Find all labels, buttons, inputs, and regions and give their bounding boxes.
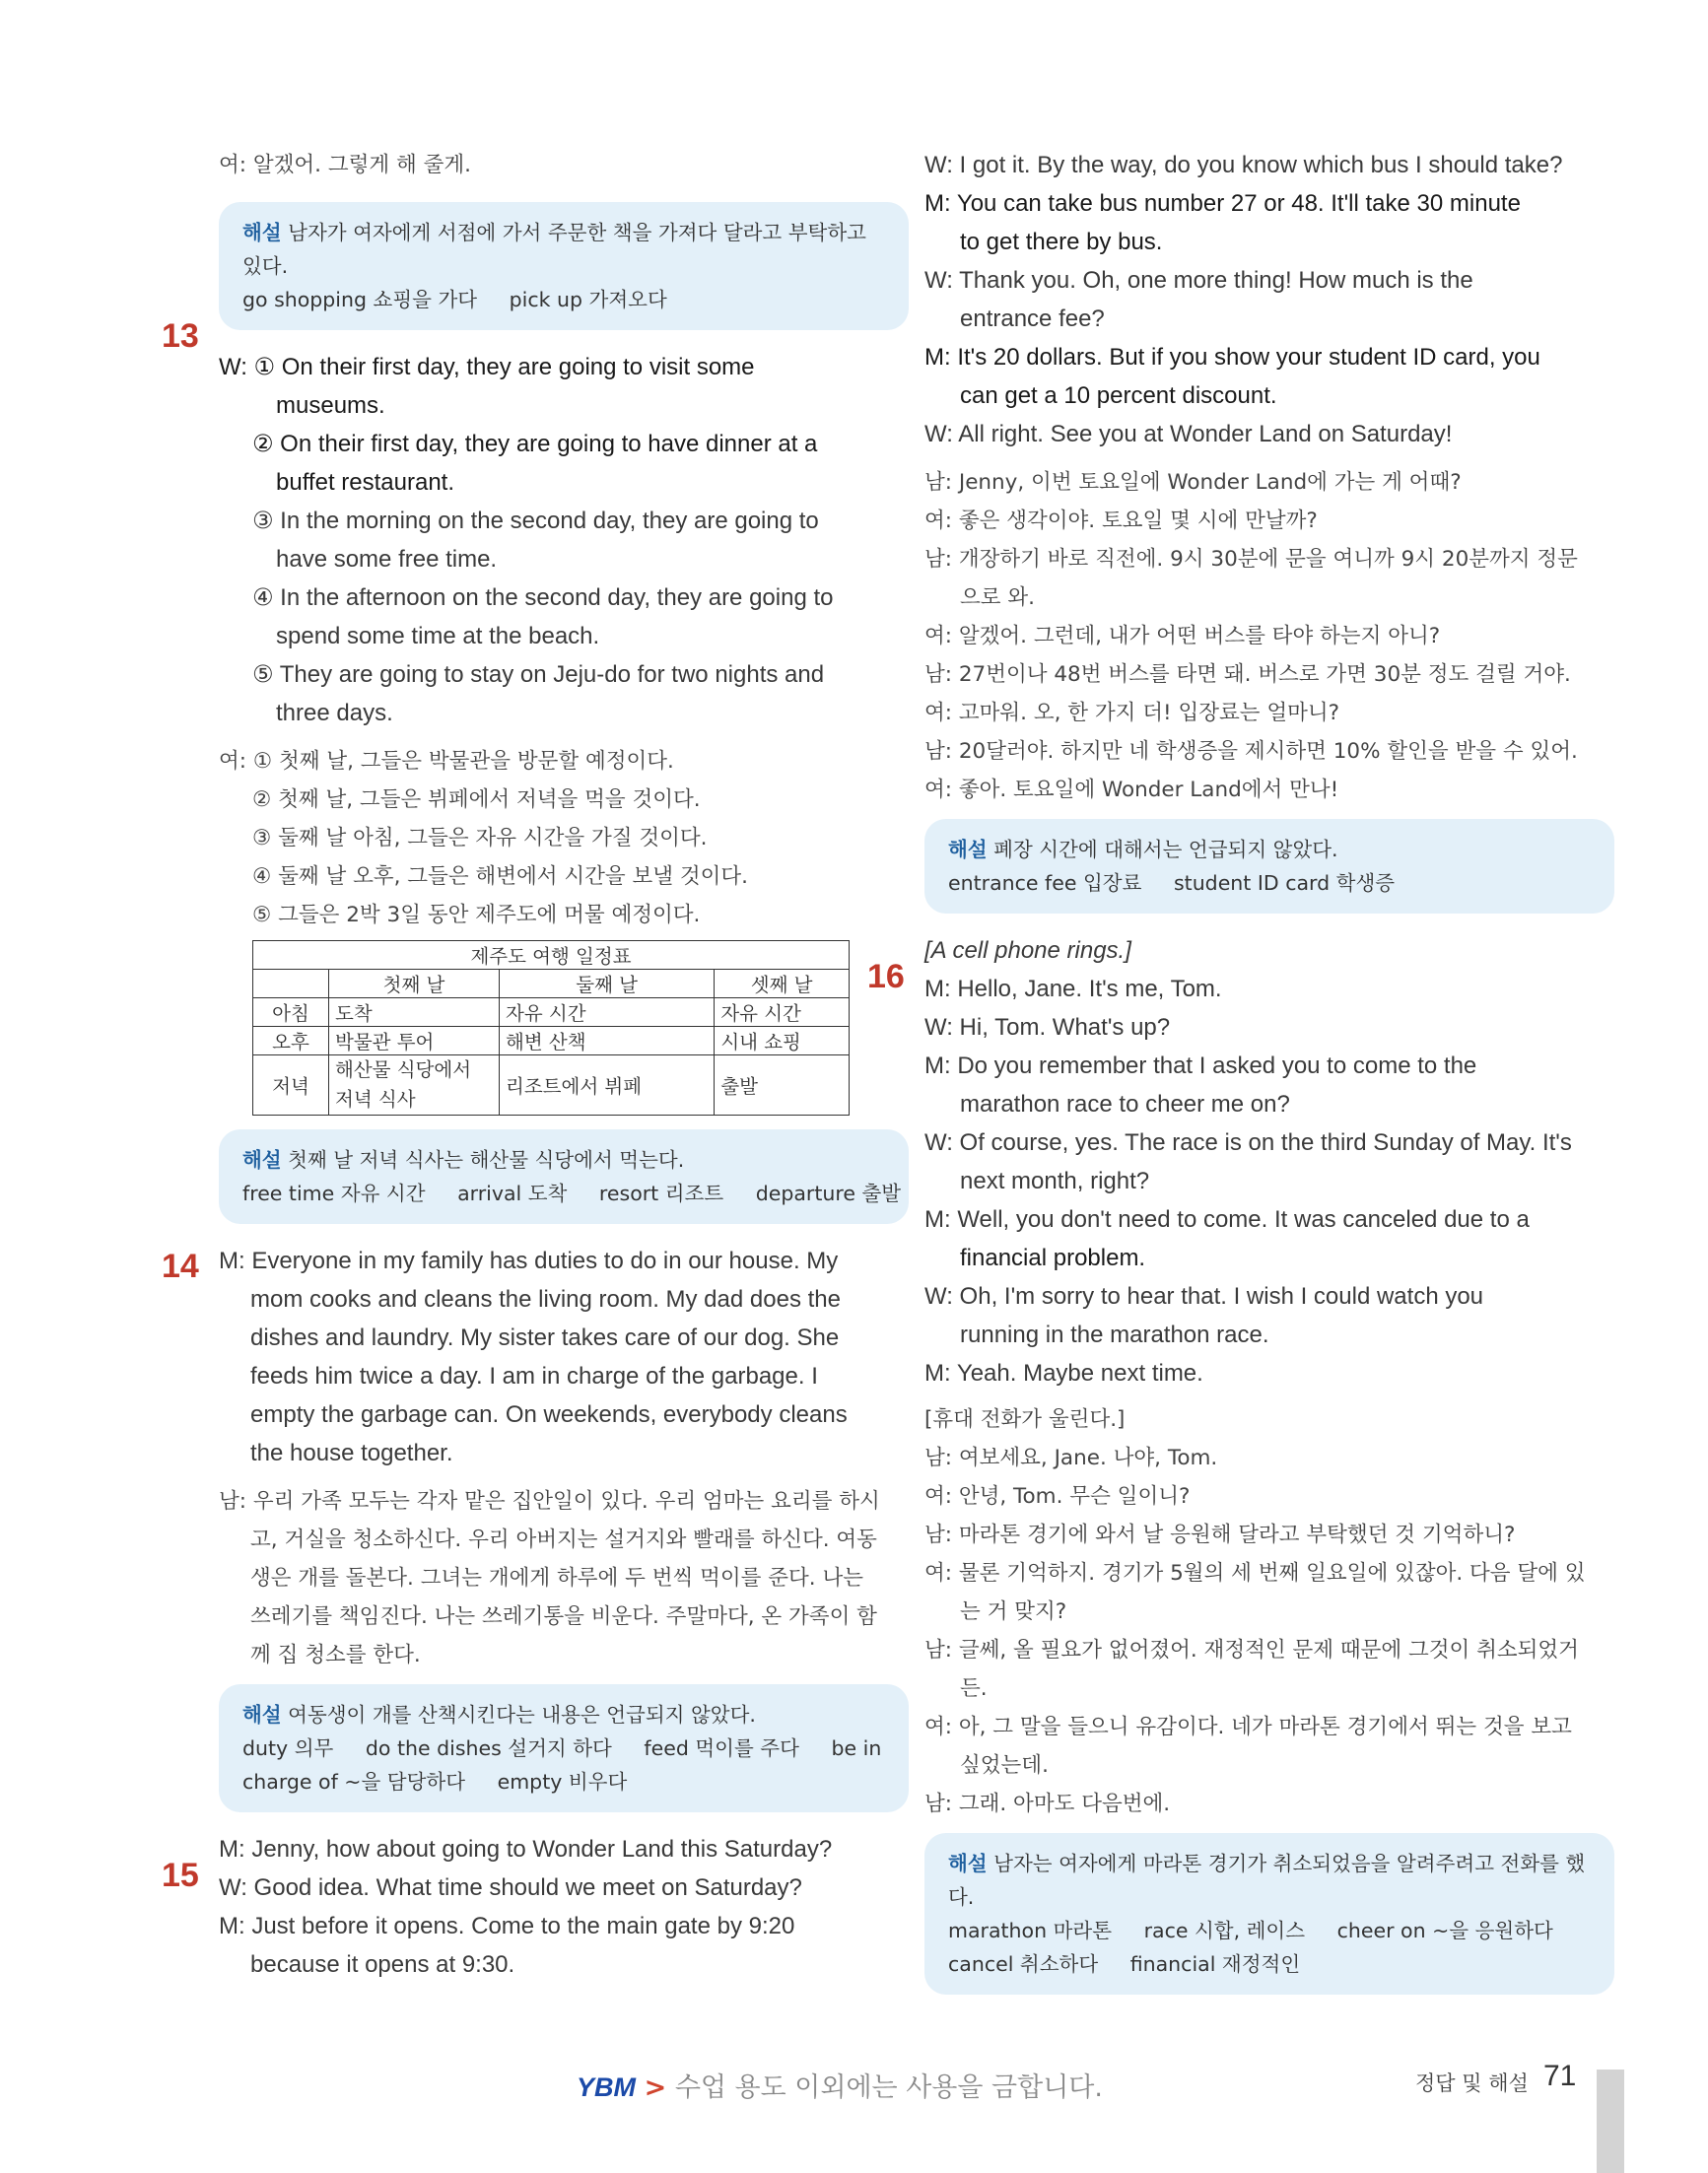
q13-line: W: ① On their first day, they are going to visit some — [219, 354, 755, 380]
question-number-14: 14 — [162, 1248, 199, 1285]
q13-ko-line: ⑤ 그들은 2박 3일 동안 제주도에 머물 예정이다. — [252, 903, 701, 927]
q13-explanation-box — [219, 1129, 909, 1224]
q16-ko-line: 싶었는데. — [960, 1753, 1049, 1778]
q15-ko-line: 여: 좋은 생각이야. 토요일 몇 시에 만날까? — [924, 509, 1318, 533]
q14-line: empty the garbage can. On weekends, everybody cleans — [250, 1401, 848, 1428]
vocab-line: charge of ~을 담당하다 empty 비우다 — [242, 1770, 628, 1794]
q15-line: W: I got it. By the way, do you know which bus I should take? — [924, 152, 1563, 178]
q14-ko-line: 고, 거실을 청소하신다. 우리 아버지는 설거지와 빨래를 하신다. 여동 — [250, 1528, 877, 1552]
question-number-13: 13 — [162, 317, 199, 355]
q16-line: next month, right? — [960, 1168, 1150, 1194]
table-cell: 시내 쇼핑 — [715, 1027, 850, 1055]
q16-ko-line: 여: 안녕, Tom. 무슨 일이니? — [924, 1484, 1191, 1509]
q16-line: marathon race to cheer me on? — [960, 1091, 1290, 1118]
q14-line: dishes and laundry. My sister takes care of our dog. She — [250, 1324, 840, 1351]
q13-line: buffet restaurant. — [276, 469, 455, 496]
table-cell: 리조트에서 뷔페 — [500, 1055, 715, 1116]
explanation-line: 폐장 시간에 대해서는 언급되지 않았다. — [993, 838, 1338, 861]
q15-ko-line: 남: 개장하기 바로 직전에. 9시 30분에 문을 여니까 9시 20분까지 정문 — [924, 547, 1578, 572]
q14-ko-line: 생은 개를 돌본다. 그녀는 개에게 하루에 두 번씩 먹이를 준다. 나는 — [250, 1566, 864, 1591]
q16-line: W: Of course, yes. The race is on the third Sunday of May. It's — [924, 1129, 1572, 1156]
q14-line: feeds him twice a day. I am in charge of the garbage. I — [250, 1363, 818, 1390]
question-15 — [219, 1830, 909, 1984]
q16-stage-direction: [A cell phone rings.] — [924, 937, 1131, 964]
q15-explanation-box — [924, 819, 1614, 914]
q13-ko-line: ② 첫째 날, 그들은 뷔페에서 저녁을 먹을 것이다. — [252, 787, 701, 812]
q14-line: mom cooks and cleans the living room. My dad does the — [250, 1286, 841, 1313]
table-cell: 해산물 식당에서 저녁 식사 — [329, 1055, 500, 1116]
q16-line: W: Hi, Tom. What's up? — [924, 1014, 1171, 1041]
q16-line: running in the marathon race. — [960, 1322, 1269, 1348]
table-cell: 자유 시간 — [715, 998, 850, 1027]
q13-line: have some free time. — [276, 546, 498, 573]
q15-ko-line: 남: Jenny, 이번 토요일에 Wonder Land에 가는 게 어때? — [924, 470, 1462, 495]
q15-line: M: Jenny, how about going to Wonder Land this Saturday? — [219, 1836, 833, 1863]
q16-line: W: Oh, I'm sorry to hear that. I wish I could watch you — [924, 1283, 1484, 1310]
explanation-tag: 해설 — [242, 1148, 282, 1172]
q15-ko-line: 여: 알겠어. 그런데, 내가 어떤 버스를 타야 하는지 아니? — [924, 624, 1441, 648]
q15-ko-line: 으로 와. — [960, 585, 1035, 610]
explanation-line: 남자는 여자에게 마라톤 경기가 취소되었음을 알려주려고 전화를 했다. — [948, 1852, 1586, 1909]
jeju-schedule-table — [252, 940, 850, 1116]
q14-ko-line: 께 집 청소를 한다. — [250, 1643, 421, 1667]
chevron-right-icon: > — [644, 2072, 667, 2103]
table-cell: 박물관 투어 — [329, 1027, 500, 1055]
q15-ko-line: 남: 27번이나 48번 버스를 타면 돼. 버스로 가면 30분 정도 걸릴 거야. — [924, 662, 1571, 687]
table-cell: 도착 — [329, 998, 500, 1027]
q15-line: entrance fee? — [960, 306, 1105, 332]
table-row-label: 아침 — [253, 998, 329, 1027]
footer-notice — [577, 2066, 1103, 2104]
q15-ko-line: 남: 20달러야. 하지만 네 학생증을 제시하면 10% 할인을 받을 수 있어. — [924, 739, 1578, 764]
q12-ko-last: 여: 알겠어. 그렇게 해 줄게. — [219, 153, 471, 177]
table-row-label: 오후 — [253, 1027, 329, 1055]
table-title: 제주도 여행 일정표 — [253, 941, 850, 970]
q15-line: W: Thank you. Oh, one more thing! How much is the — [924, 267, 1473, 294]
q16-line: M: Yeah. Maybe next time. — [924, 1360, 1203, 1387]
q12-explanation-box — [219, 202, 909, 330]
left-column — [219, 146, 909, 1984]
table-header: 첫째 날 — [329, 970, 500, 998]
q13-line: three days. — [276, 700, 393, 726]
page-number: 71 — [1543, 2060, 1577, 2092]
q14-ko-line: 쓰레기를 책임진다. 나는 쓰레기통을 비운다. 주말마다, 온 가족이 함 — [250, 1604, 877, 1629]
question-number-15: 15 — [162, 1857, 199, 1894]
table-row-label: 저녁 — [253, 1055, 329, 1116]
table-cell: 해변 산책 — [500, 1027, 715, 1055]
vocab-line: cancel 취소하다 financial 재정적인 — [948, 1952, 1301, 1976]
q14-ko-line: 남: 우리 가족 모두는 각자 맡은 집안일이 있다. 우리 엄마는 요리를 하시 — [219, 1489, 880, 1514]
q14-explanation-box — [219, 1684, 909, 1812]
q14-line: the house together. — [250, 1440, 453, 1466]
table-header: 셋째 날 — [715, 970, 850, 998]
q16-ko-line: 여: 아, 그 말을 들으니 유감이다. 네가 마라톤 경기에서 뛰는 것을 보고 — [924, 1715, 1572, 1739]
question-number-16: 16 — [867, 958, 905, 995]
ybm-logo: YBM — [577, 2072, 636, 2102]
q13-line: museums. — [276, 392, 385, 419]
explanation-tag: 해설 — [948, 838, 988, 861]
q16-ko-line: 여: 물론 기억하지. 경기가 5월의 세 번째 일요일에 있잖아. 다음 달에 있 — [924, 1561, 1586, 1586]
vocab-line: go shopping 쇼핑을 가다 pick up 가져오다 — [242, 288, 667, 311]
usage-notice: 수업 용도 이외에는 사용을 금합니다. — [674, 2072, 1103, 2103]
q15-line: M: Just before it opens. Come to the main gate by 9:20 — [219, 1913, 795, 1939]
vocab-line: entrance fee 입장료 student ID card 학생증 — [948, 871, 1396, 895]
q15-line: to get there by bus. — [960, 229, 1163, 255]
vocab-line: free time 자유 시간 arrival 도착 resort 리조트 departure 출발 — [242, 1182, 902, 1205]
q16-explanation-box — [924, 1833, 1614, 1995]
q15-line: because it opens at 9:30. — [250, 1951, 515, 1978]
q16-ko-line: 남: 글쎄, 올 필요가 없어졌어. 재정적인 문제 때문에 그것이 취소되었거 — [924, 1638, 1579, 1663]
question-13 — [219, 348, 909, 1224]
vocab-line: marathon 마라톤 race 시합, 레이스 cheer on ~을 응원하다 — [948, 1919, 1553, 1942]
q15-ko-line: 여: 좋아. 토요일에 Wonder Land에서 만나! — [924, 778, 1339, 802]
page-edge-tab — [1597, 2070, 1624, 2173]
q16-ko-line: 남: 그래. 아마도 다음번에. — [924, 1792, 1171, 1816]
q13-line: ④ In the afternoon on the second day, they are going to — [252, 584, 834, 611]
explanation-tag: 해설 — [242, 1703, 282, 1727]
explanation-line: 여동생이 개를 산책시킨다는 내용은 언급되지 않았다. — [288, 1703, 756, 1727]
q15-line: M: You can take bus number 27 or 48. It'll take 30 minute — [924, 190, 1521, 217]
q15-line: can get a 10 percent discount. — [960, 382, 1277, 409]
q15-line: M: It's 20 dollars. But if you show your student ID card, you — [924, 344, 1540, 371]
section-label: 정답 및 해설 — [1415, 2071, 1529, 2095]
q16-line: M: Hello, Jane. It's me, Tom. — [924, 976, 1222, 1002]
explanation-line: 남자가 여자에게 서점에 가서 주문한 책을 가져다 달라고 부탁하고 있다. — [242, 221, 866, 278]
table-cell: 자유 시간 — [500, 998, 715, 1027]
q16-ko-line: [휴대 전화가 울린다.] — [924, 1407, 1126, 1432]
q13-line: ⑤ They are going to stay on Jeju-do for two nights and — [252, 661, 825, 688]
question-15-continued — [924, 146, 1614, 914]
q16-line: M: Do you remember that I asked you to come to the — [924, 1053, 1477, 1079]
q13-ko-line: ④ 둘째 날 오후, 그들은 해변에서 시간을 보낼 것이다. — [252, 864, 748, 889]
q16-line: financial problem. — [960, 1245, 1146, 1271]
q13-ko-line: ③ 둘째 날 아침, 그들은 자유 시간을 가질 것이다. — [252, 826, 708, 850]
q16-line: M: Well, you don't need to come. It was canceled due to a — [924, 1206, 1530, 1233]
table-cell: 출발 — [715, 1055, 850, 1116]
q16-ko-line: 든. — [960, 1676, 988, 1701]
vocab-line: duty 의무 do the dishes 설거지 하다 feed 먹이를 주다 be in — [242, 1736, 882, 1760]
explanation-tag: 해설 — [242, 221, 282, 244]
q15-line: W: Good idea. What time should we meet on Saturday? — [219, 1874, 802, 1901]
q13-line: spend some time at the beach. — [276, 623, 600, 649]
table-header: 둘째 날 — [500, 970, 715, 998]
q14-line: M: Everyone in my family has duties to do in our house. My — [219, 1248, 839, 1274]
q15-line: W: All right. See you at Wonder Land on Saturday! — [924, 421, 1453, 447]
question-14 — [219, 1242, 909, 1812]
explanation-tag: 해설 — [948, 1852, 988, 1875]
q16-ko-line: 남: 여보세요, Jane. 나야, Tom. — [924, 1446, 1218, 1470]
q16-ko-line: 는 거 맞지? — [960, 1599, 1067, 1624]
q13-line: ③ In the morning on the second day, they are going to — [252, 508, 819, 534]
table-corner — [253, 970, 329, 998]
q13-line: ② On their first day, they are going to have dinner at a — [252, 431, 818, 457]
explanation-line: 첫째 날 저녁 식사는 해산물 식당에서 먹는다. — [288, 1148, 685, 1172]
right-column — [924, 146, 1614, 1995]
q16-ko-line: 남: 마라톤 경기에 와서 날 응원해 달라고 부탁했던 것 기억하니? — [924, 1523, 1516, 1547]
q13-ko-line: 여: ① 첫째 날, 그들은 박물관을 방문할 예정이다. — [219, 749, 674, 774]
question-16 — [924, 931, 1614, 1995]
q15-ko-line: 여: 고마워. 오, 한 가지 더! 입장료는 얼마니? — [924, 701, 1340, 725]
